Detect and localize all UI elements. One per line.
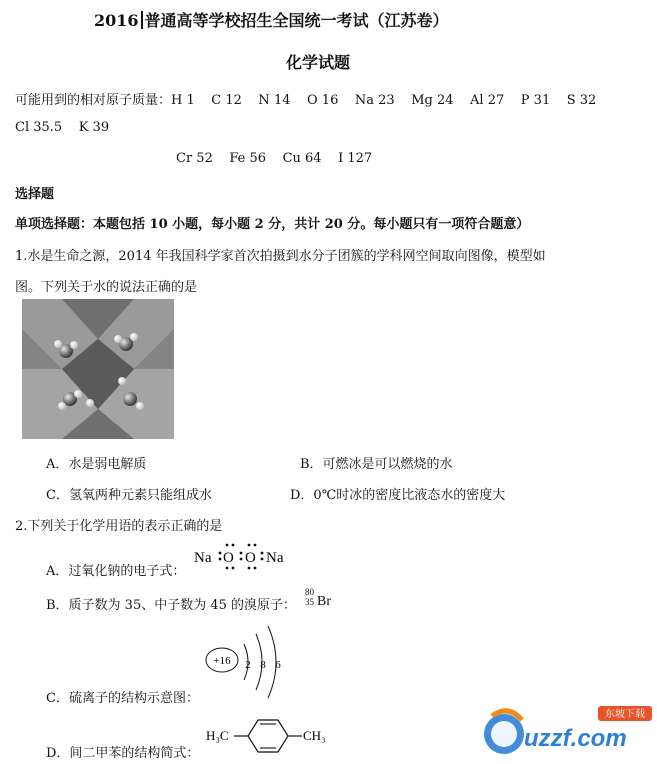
- formula-o-right: O: [245, 550, 256, 566]
- watermark-brand: uzzf.com: [524, 725, 627, 752]
- formula-na-left: Na: [194, 550, 212, 566]
- water-cluster-image: [22, 299, 174, 439]
- atomic-masses-line2: Cl 35.5 K 39: [15, 120, 110, 135]
- m-xylene-structure: [204, 712, 332, 760]
- water-cluster-graphic: [22, 299, 174, 439]
- atomic-masses-line3: Cr 52 Fe 56 Cu 64 I 127: [176, 151, 373, 166]
- watermark-tag: 东坡下载: [605, 709, 645, 720]
- title-year: 2016: [94, 11, 139, 30]
- title-divider: [141, 11, 143, 29]
- shell3-electrons: 6: [275, 659, 281, 671]
- shell1-electrons: 2: [245, 659, 251, 671]
- formula-o-left: O: [223, 550, 234, 566]
- nucleus-charge: +16: [213, 655, 231, 667]
- atomic-masses-label: 可能用到的相对原子质量：: [15, 93, 172, 108]
- q2-option-d[interactable]: D．间二甲苯的结构简式：: [46, 746, 200, 761]
- shell2-electrons: 8: [260, 659, 266, 671]
- formula-na-right: Na: [266, 550, 284, 566]
- q1-option-d[interactable]: D．0℃时冰的密度比液态水的密度大: [290, 488, 506, 503]
- section-instructions: 单项选择题：本题包括 10 小题，每小题 2 分，共计 20 分。每小题只有一项符合题意）: [15, 217, 530, 232]
- q1-option-a[interactable]: A．水是弱电解质: [46, 457, 147, 472]
- bromine-isotope-numbers: [300, 587, 314, 607]
- q1-stem-line2: 图。下列关于水的说法正确的是: [15, 280, 198, 295]
- atomic-masses-line1: [15, 89, 596, 108]
- q1-stem-line1: 1.水是生命之源，2014 年我国科学家首次拍摄到水分子团簇的学科网空间取向图像，模型如: [15, 249, 546, 264]
- q1-option-b[interactable]: B．可燃冰是可以燃烧的水: [300, 457, 453, 472]
- watermark-graphic: [478, 700, 654, 760]
- bromine-symbol: Br: [317, 594, 331, 609]
- q2-stem: 2.下列关于化学用语的表示正确的是: [15, 519, 223, 534]
- q1-option-c[interactable]: C．氢氧两种元素只能组成水: [46, 488, 212, 503]
- methyl-left: H₃C: [206, 728, 229, 743]
- methyl-right: CH₃: [303, 728, 326, 743]
- atomic-masses-values1: H 1 C 12 N 14 O 16 Na 23 Mg 24 Al 27 P 31 S 32: [171, 93, 597, 108]
- q2-option-c[interactable]: C．硫离子的结构示意图：: [46, 691, 199, 706]
- page-subtitle: 化学试题: [286, 53, 351, 72]
- page-title: [94, 8, 449, 31]
- sodium-peroxide-electron-formula: [192, 540, 294, 572]
- section-heading: 选择题: [15, 187, 55, 202]
- mass-number: 80: [305, 587, 314, 597]
- title-text: 普通高等学校招生全国统一考试（江苏卷）: [144, 11, 449, 30]
- benzene-ring: [248, 720, 288, 752]
- q2-option-b[interactable]: B．质子数为 35、中子数为 45 的溴原子：: [46, 598, 297, 613]
- q2-option-a[interactable]: A．过氧化钠的电子式：: [46, 564, 186, 579]
- sulfide-ion-structure-diagram: [204, 622, 294, 702]
- site-watermark: [478, 700, 654, 760]
- atomic-number: 35: [305, 597, 314, 607]
